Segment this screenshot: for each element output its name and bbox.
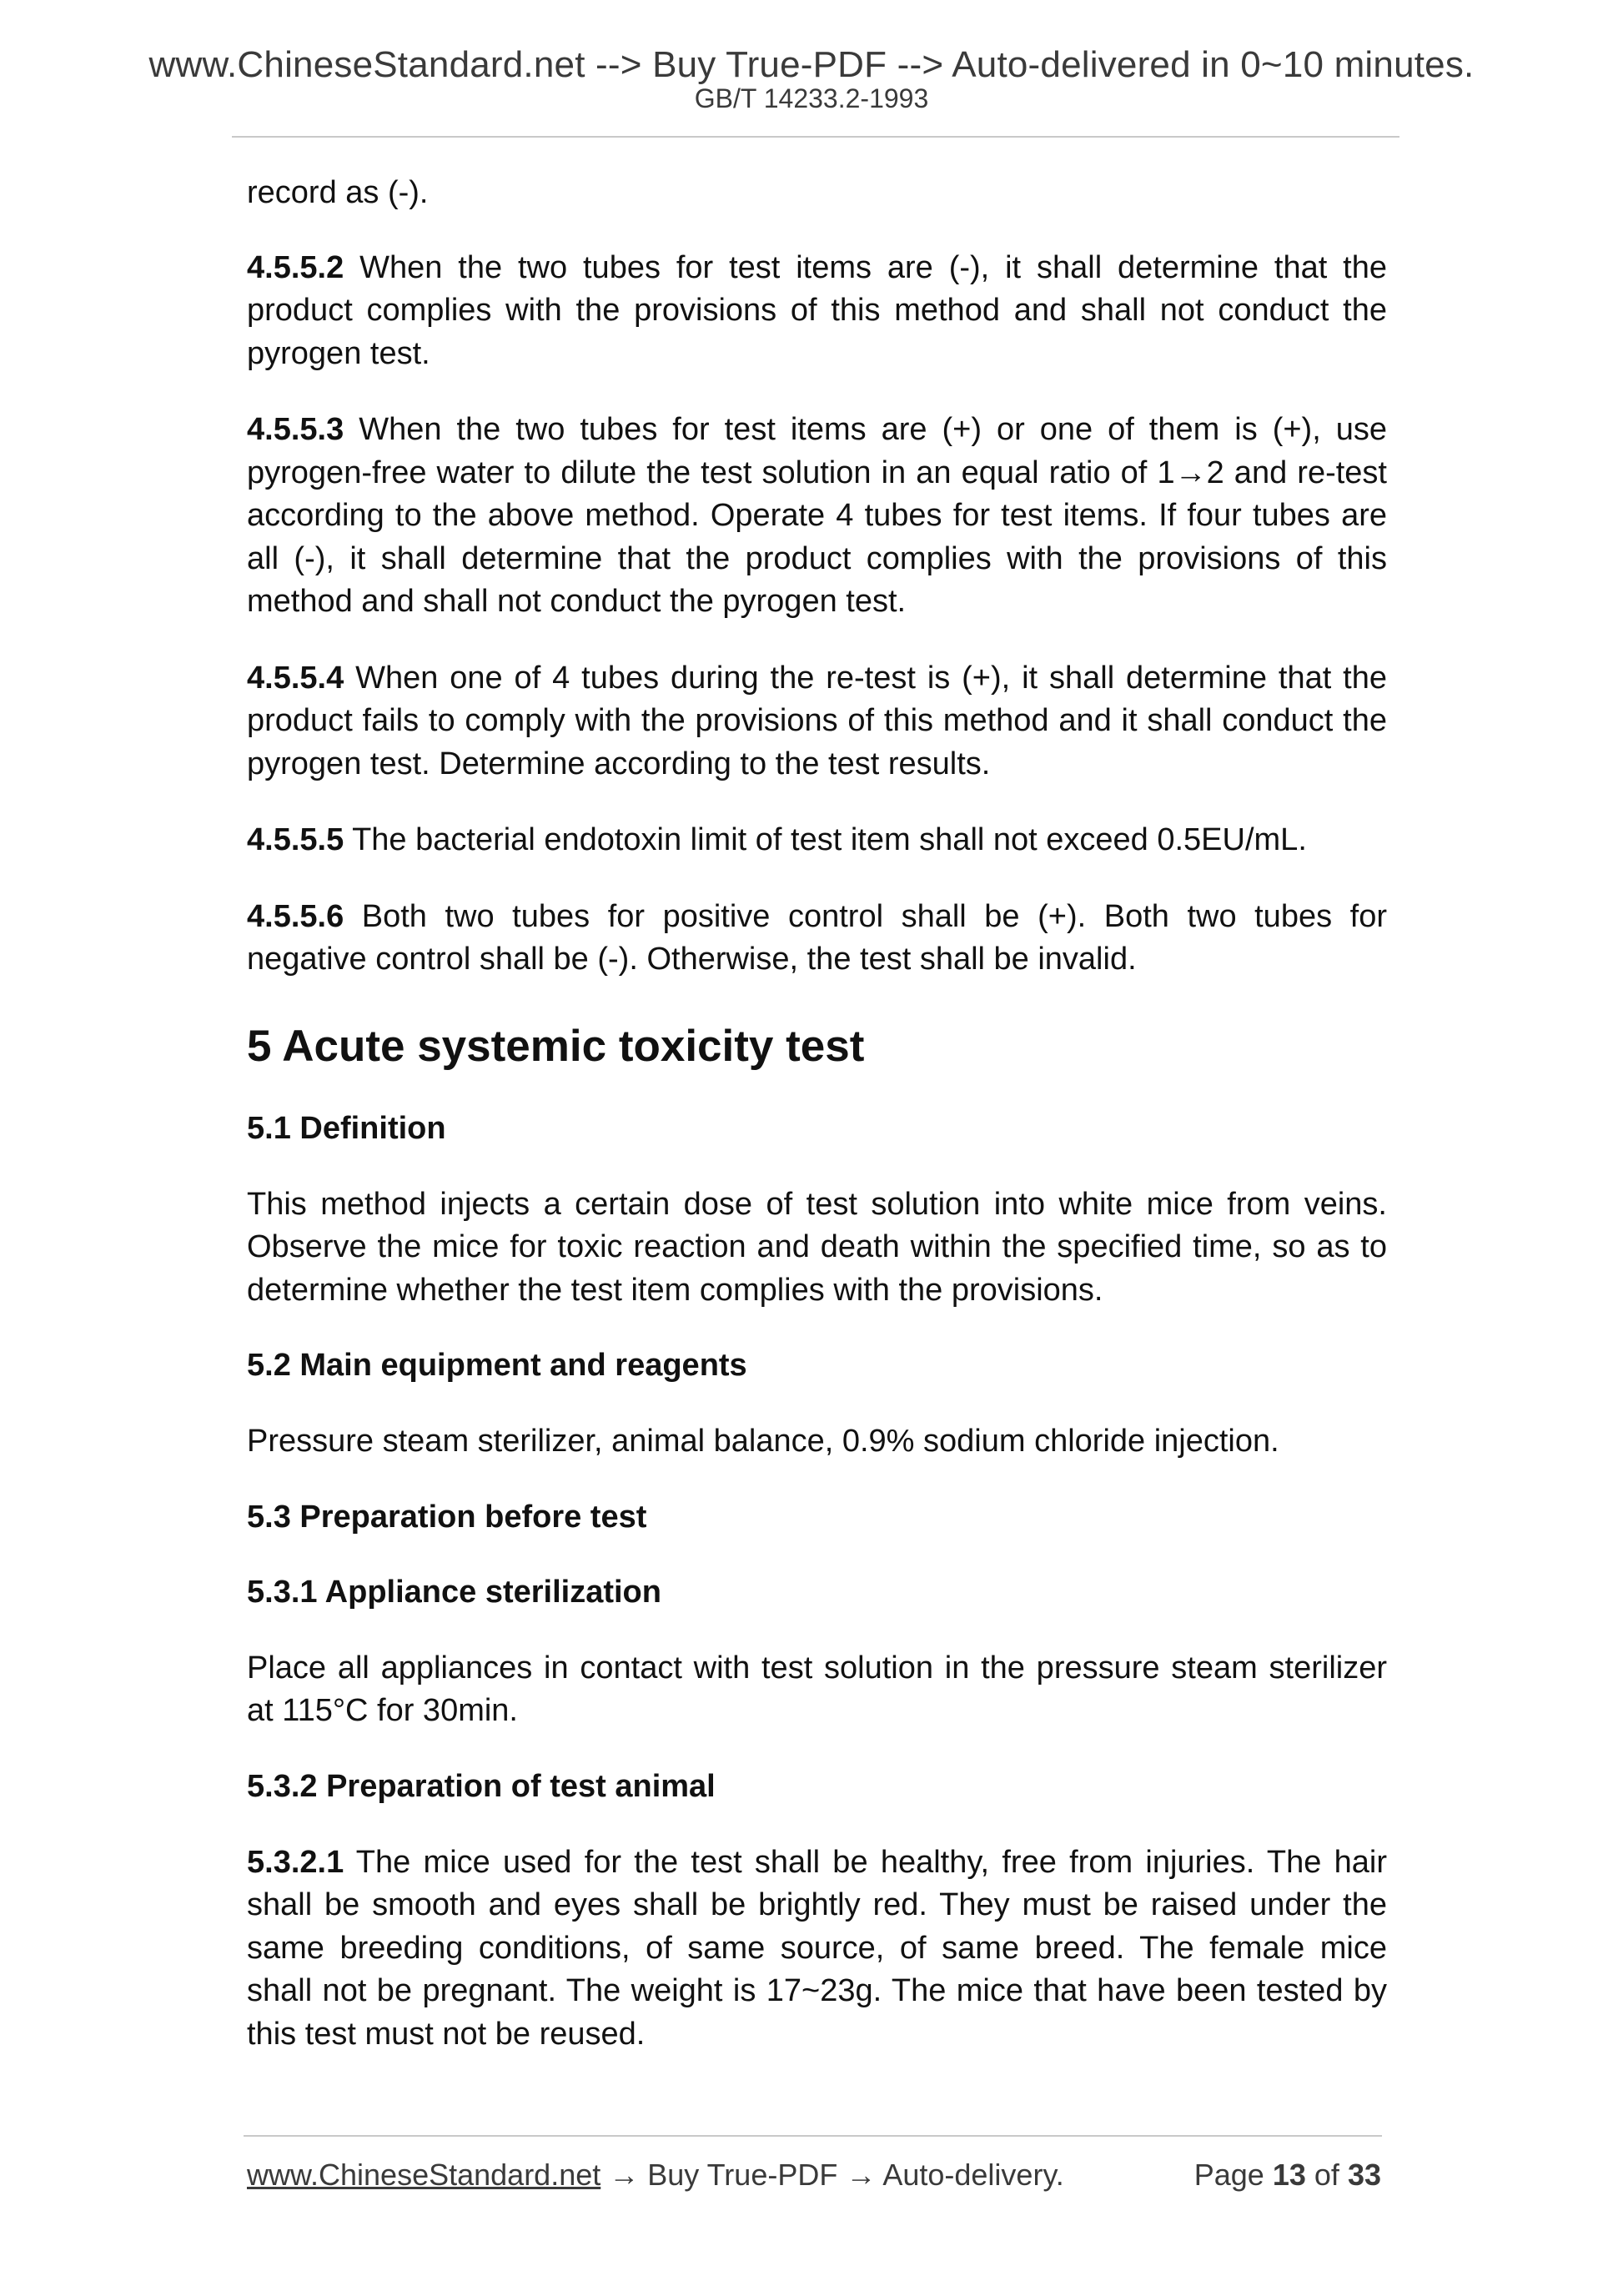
paragraph-5-2: Pressure steam sterilizer, animal balance, 0.9% sodium chloride injection.: [247, 1424, 1279, 1459]
clause-text: When the two tubes for test items are (+) or one of them is (+), use pyrogen-free water to dilute the test solution in an equal ratio of 1→2 and re-test according to the above method. Operate 4 tubes for test items. If four tubes are all (-), it shall determine that the product complies with the provisions of this method and shall not conduct the pyrogen test.: [247, 412, 1387, 619]
clause-text: When the two tubes for test items are (-), it shall determine that the product complies with the provisions of this method and shall not conduct the pyrogen test.: [247, 249, 1387, 371]
clause-4-5-5-6: [247, 896, 1387, 982]
clause-number: 4.5.5.4: [247, 660, 344, 696]
of-label: of: [1314, 2158, 1339, 2192]
heading-5-1: 5.1 Definition: [247, 1110, 446, 1146]
heading-5-3: 5.3 Preparation before test: [247, 1499, 647, 1535]
header-divider: [232, 136, 1399, 138]
clause-text: The bacterial endotoxin limit of test item shall not exceed 0.5EU/mL.: [344, 822, 1307, 857]
arrow-right-icon: →: [609, 2158, 640, 2192]
heading-5-3-2: 5.3.2 Preparation of test animal: [247, 1768, 716, 1804]
standard-code: GB/T 14233.2-1993: [694, 83, 929, 113]
paragraph-5-3-1: Place all appliances in contact with test solution in the pressure steam sterilizer at 115°C for 30min.: [247, 1650, 1387, 1728]
buy-text: Buy True-PDF: [639, 2158, 847, 2192]
clause-text: Both two tubes for positive control shall be (+). Both two tubes for negative control shall be (-). Otherwise, the test shall be invalid.: [247, 898, 1387, 977]
paragraph-continuation: record as (-).: [247, 175, 429, 210]
clause-number: 4.5.5.6: [247, 898, 344, 934]
page-current: 13: [1272, 2158, 1306, 2192]
heading-5-3-1: 5.3.1 Appliance sterilization: [247, 1574, 661, 1610]
section-5-heading: 5 Acute systemic toxicity test: [247, 1021, 865, 1071]
page-label: Page: [1193, 2158, 1264, 2192]
auto-delivery-text: Auto-delivery.: [876, 2158, 1064, 2192]
page-footer: [247, 2154, 1381, 2196]
arrow-right-icon: →: [846, 2158, 877, 2192]
heading-5-2: 5.2 Main equipment and reagents: [247, 1348, 747, 1383]
clause-text: When one of 4 tubes during the re-test is (+), it shall determine that the product fails to comply with the provisions of this method and it shall conduct the pyrogen test. Determine according to the test results.: [247, 660, 1387, 781]
clause-number: 4.5.5.2: [247, 249, 344, 285]
paragraph-5-1: This method injects a certain dose of test solution into white mice from veins. Observe the mice for toxic reaction and death within the specified time, so as to determine whether the test item complies with the provisions.: [247, 1186, 1387, 1308]
clause-text: The mice used for the test shall be healthy, free from injuries. The hair shall be smooth and eyes shall be brightly red. They must be raised under the same breeding conditions, of same source, of same breed. The female mice shall not be pregnant. The weight is 17~23g. The mice that have been tested by this test must not be reused.: [247, 1844, 1387, 2052]
clause-4-5-5-2: [247, 247, 1387, 376]
clause-4-5-5-5: [247, 819, 1387, 862]
page-number: [1194, 2154, 1381, 2196]
page-total: 33: [1347, 2158, 1381, 2192]
clause-number: 5.3.2.1: [247, 1844, 344, 1880]
clause-5-3-2-1: [247, 1841, 1387, 2057]
clause-4-5-5-4: [247, 657, 1387, 786]
clause-number: 4.5.5.3: [247, 412, 344, 447]
clause-4-5-5-3: [247, 409, 1387, 624]
clause-number: 4.5.5.5: [247, 822, 344, 857]
site-link[interactable]: www.ChineseStandard.net: [247, 2158, 601, 2192]
footer-divider: [244, 2135, 1382, 2137]
header-banner: www.ChineseStandard.net --> Buy True-PDF --> Auto-delivered in 0~10 minutes.: [148, 44, 1475, 85]
document-body: [247, 172, 1387, 2089]
